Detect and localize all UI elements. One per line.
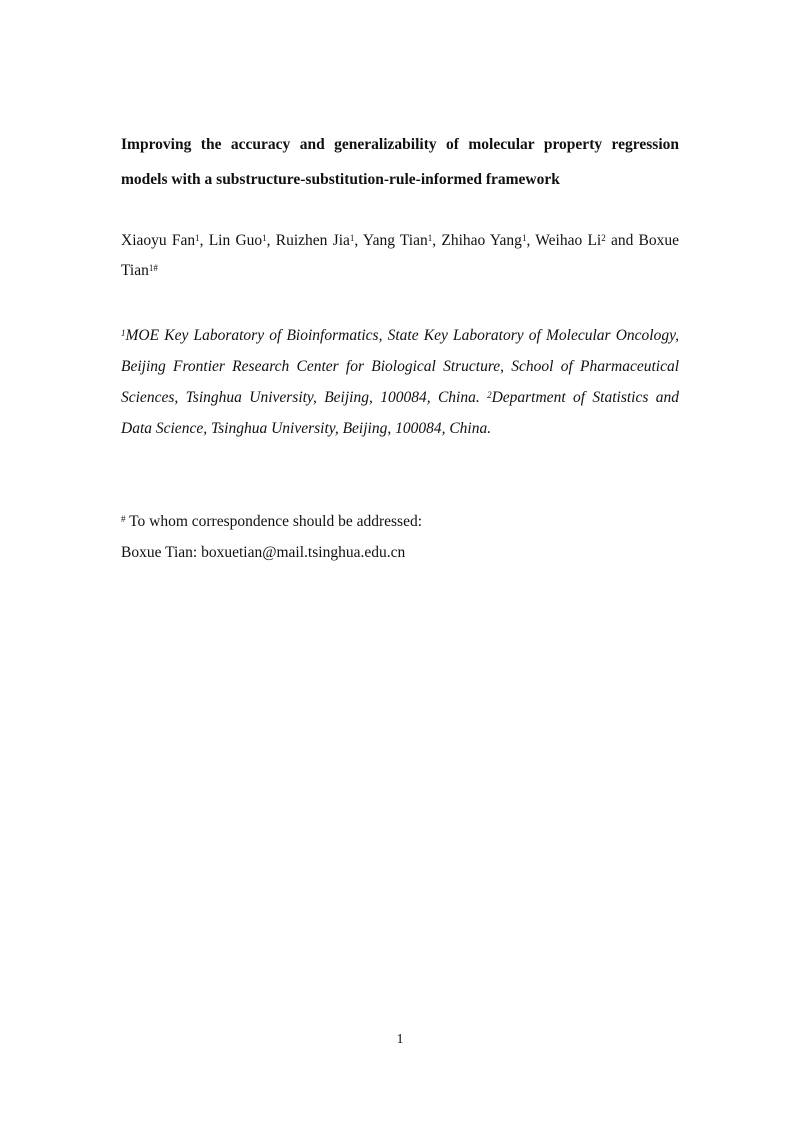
affiliation-line-3: Sciences, Tsinghua University, Beijing, 100084, China. $^2$Department of Statistics and [121, 389, 679, 406]
paper-title-line-1: Improving the accuracy and generalizability of molecular property regression [121, 136, 679, 153]
author: Ruizhen Jia$^1$, [275, 232, 363, 249]
author: Lin Guo$^1$, [208, 232, 276, 249]
affiliation-line-4: Data Science, Tsinghua University, Beijing, 100084, China. [121, 420, 492, 437]
affiliation-line-2: Beijing Frontier Research Center for Biological Structure, School of Pharmaceutical [121, 358, 679, 375]
author: Tian [121, 262, 149, 279]
author-sup: 1# [148, 263, 158, 273]
author: Yang Tian$^1$, [362, 232, 442, 249]
paper-title-line-2: models with a substructure-substitution-rule-informed framework [121, 171, 560, 188]
page-number: 1 [396, 1032, 404, 1047]
author-list-line-1 [121, 231, 679, 251]
author: Xiaoyu Fan$^1$, [121, 232, 209, 249]
author-list-line-2 [121, 261, 679, 281]
correspondence-contact: Boxue Tian: boxuetian@mail.tsinghua.edu.cn [121, 544, 406, 561]
affiliation-line-1: $^1$MOE Key Laboratory of Bioinformatics, State Key Laboratory of Molecular Oncology, [121, 327, 679, 344]
author: Zhihao Yang$^1$, [441, 232, 536, 249]
correspondence-note: # To whom correspondence should be addressed: [121, 513, 423, 530]
author: Weihao Li$^2$ and Boxue [535, 232, 680, 249]
